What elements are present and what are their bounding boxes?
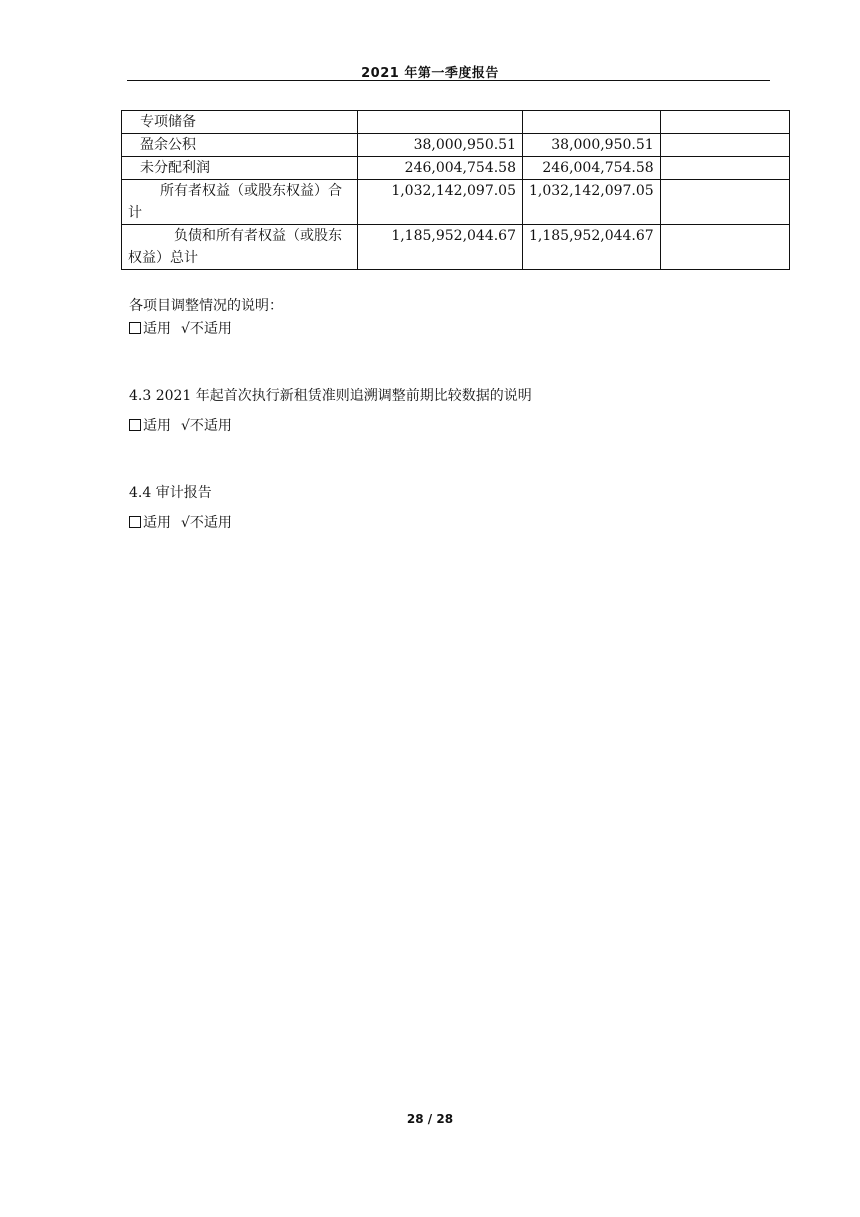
row-current-value: 38,000,950.51 [358,134,523,157]
row-adjusted-value: 1,185,952,044.67 [523,225,661,270]
balance-sheet-table [121,110,790,270]
adjust-note-options [129,319,232,339]
option-not-applicable-label: √不适用 [181,321,232,337]
section-4-4-title: 4.4 审计报告 [129,485,212,501]
adjust-note-title: 各项目调整情况的说明： [129,298,283,314]
option-applicable-label: 适用 [143,418,171,434]
row-adjusted-value: 38,000,950.51 [523,134,661,157]
row-diff-value [660,225,789,270]
page-number: 28 / 28 [406,1112,454,1126]
row-item-label: 盈余公积 [122,134,358,157]
row-current-value: 1,185,952,044.67 [358,225,523,270]
row-item-label: 负债和所有者权益（或股东权益）总计 [122,225,358,270]
header-divider [127,80,770,81]
option-applicable-label: 适用 [143,321,171,337]
section-4-4-options [129,513,232,533]
table-row [122,111,790,134]
row-current-value: 246,004,754.58 [358,157,523,180]
table-row [122,180,790,225]
row-diff-value [660,180,789,225]
table-row [122,157,790,180]
option-not-applicable-label: √不适用 [181,515,232,531]
row-diff-value [660,111,789,134]
row-item-label: 未分配利润 [122,157,358,180]
option-applicable-label: 适用 [143,515,171,531]
table-row [122,134,790,157]
row-current-value: 1,032,142,097.05 [358,180,523,225]
option-not-applicable-label: √不适用 [181,418,232,434]
section-4-3-title: 4.3 2021 年起首次执行新租赁准则追溯调整前期比较数据的说明 [129,388,532,404]
row-adjusted-value: 1,032,142,097.05 [523,180,661,225]
checkbox-unchecked-icon [129,419,141,431]
checkbox-unchecked-icon [129,322,141,334]
row-current-value [358,111,523,134]
table-row [122,225,790,270]
section-4-3-options [129,416,232,436]
row-item-label: 所有者权益（或股东权益）合计 [122,180,358,225]
row-adjusted-value [523,111,661,134]
row-adjusted-value: 246,004,754.58 [523,157,661,180]
checkbox-unchecked-icon [129,516,141,528]
row-diff-value [660,157,789,180]
row-diff-value [660,134,789,157]
row-item-label: 专项储备 [122,111,358,134]
page-header-title: 2021 年第一季度报告 [361,66,499,81]
